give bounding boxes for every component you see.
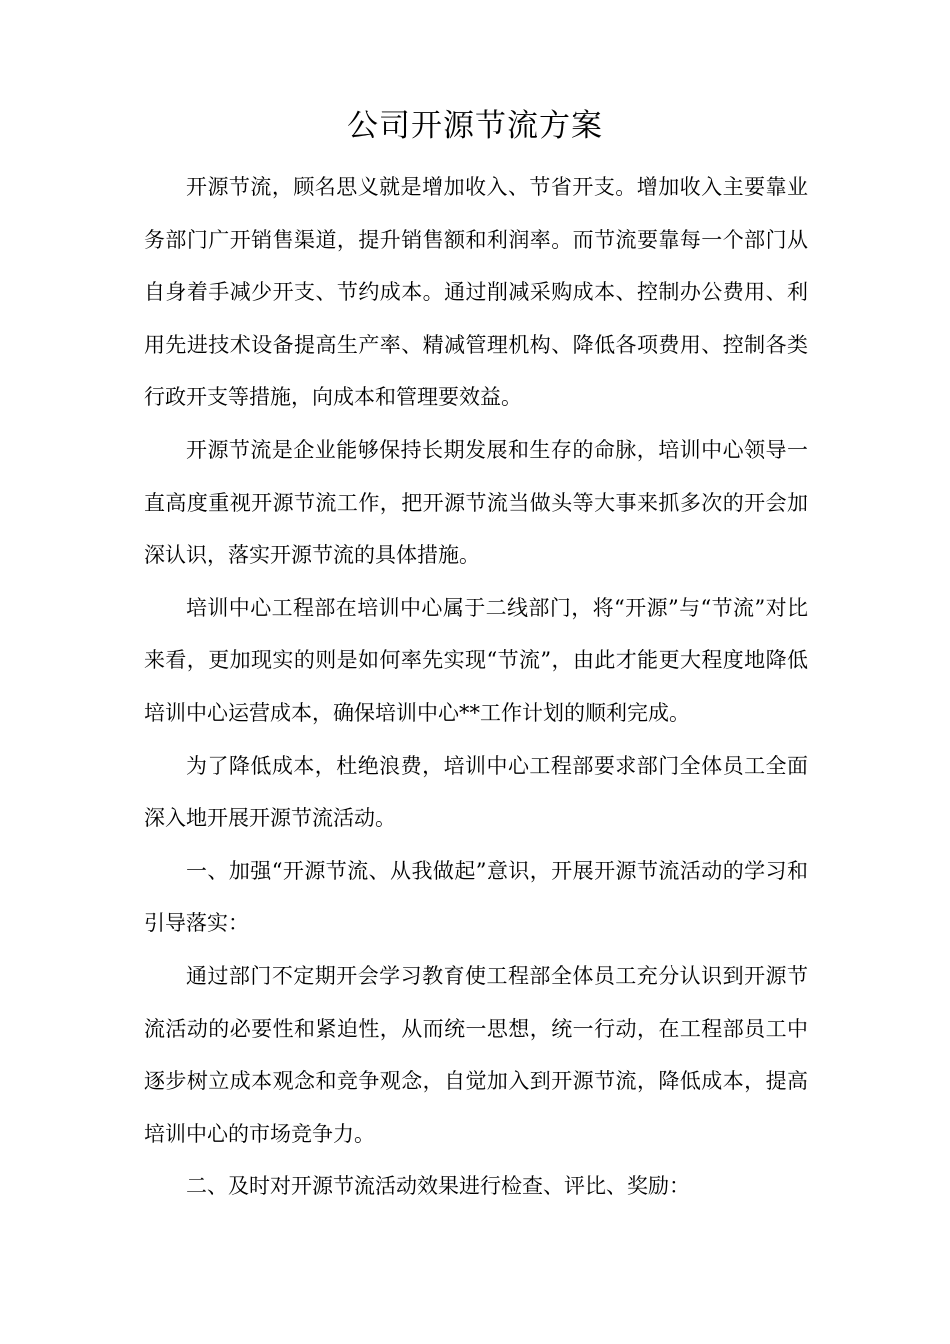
section-heading-2: 二、及时对开源节流活动效果进行检查、评比、奖励：	[186, 1174, 690, 1199]
paragraph-section-1-body: 通过部门不定期开会学习教育使工程部全体员工充分认识到开源节流活动的必要性和紧迫性，从而统一思想，统一行动，在工程部员工中逐步树立成本观念和竞争观念，自觉加入到开源节流，降低成本，提高培训中心的市场竞争力。	[144, 963, 808, 1146]
document-body	[144, 161, 808, 1213]
paragraph-engineering-dept: 培训中心工程部在培训中心属于二线部门，将“开源”与“节流”对比来看，更加现实的则是如何率先实现“节流”，由此才能更大程度地降低培训中心运营成本，确保培训中心**工作计划的顺利完成。	[144, 595, 808, 725]
document-title: 公司开源节流方案	[347, 108, 603, 144]
paragraph-reduce-cost: 为了降低成本，杜绝浪费，培训中心工程部要求部门全体员工全面深入地开展开源节流活动。	[144, 753, 808, 831]
paragraph-lifeline: 开源节流是企业能够保持长期发展和生存的命脉，培训中心领导一直高度重视开源节流工作，把开源节流当做头等大事来抓多次的开会加深认识，落实开源节流的具体措施。	[144, 437, 808, 568]
section-heading-1: 一、加强“开源节流、从我做起”意识，开展开源节流活动的学习和引导落实：	[144, 858, 808, 936]
paragraph-intro: 开源节流，顾名思义就是增加收入、节省开支。增加收入主要靠业务部门广开销售渠道，提升销售额和利润率。而节流要靠每一个部门从自身着手减少开支、节约成本。通过削减采购成本、控制办公费用、利用先进技术设备提高生产率、精减管理机构、降低各项费用、控制各类行政开支等措施，向成本和管理要效益。	[144, 175, 808, 410]
